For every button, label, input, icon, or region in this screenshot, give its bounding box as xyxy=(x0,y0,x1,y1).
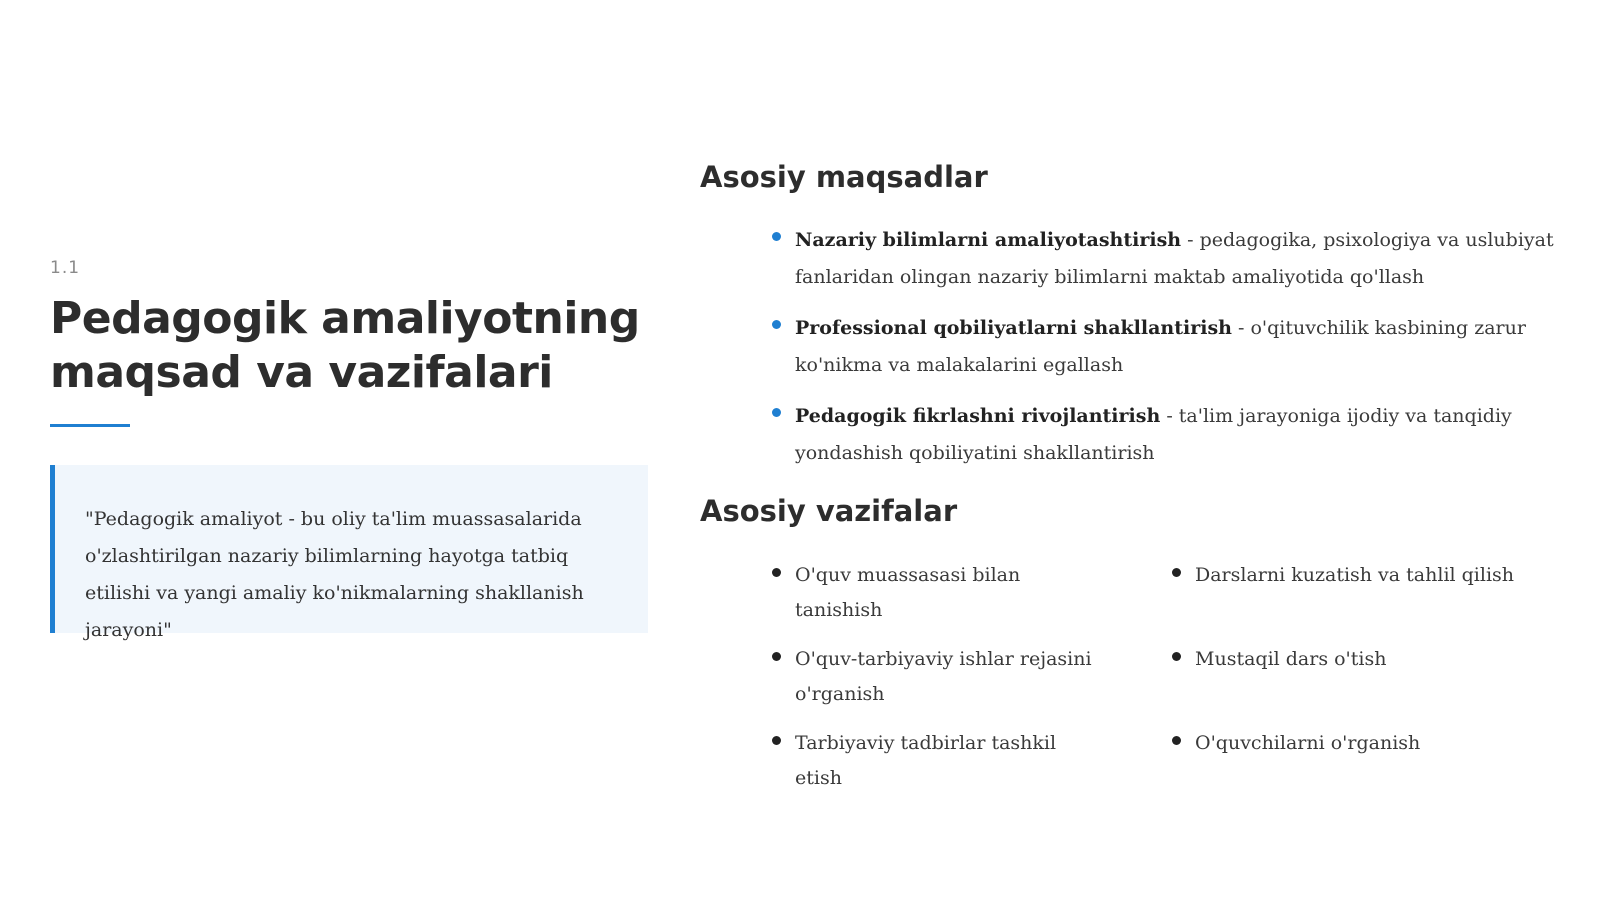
goal-term: Professional qobiliyatlarni shakllantirish xyxy=(795,317,1232,339)
goal-item xyxy=(700,398,1570,472)
task-label: Mustaqil dars o'tish xyxy=(1195,648,1387,670)
task-item xyxy=(700,558,1100,628)
title-underline xyxy=(50,424,130,427)
bullet-icon xyxy=(772,408,781,417)
task-label: Tarbiyaviy tadbirlar tashkil etish xyxy=(795,732,1057,789)
definition-quote: "Pedagogik amaliyot - bu oliy ta'lim muassasalarida o'zlashtirilgan nazariy bilimlarning hayotga tatbiq etilishi va yangi amaliy ko'nikmalarning shakllanish jarayoni" xyxy=(50,465,648,633)
goal-description: - pedagogika, psixologiya va uslubiyat fanlaridan olingan nazariy bilimlarni maktab amaliyotida qo'llash xyxy=(795,229,1554,288)
task-label: O'quvchilarni o'rganish xyxy=(1195,732,1421,754)
bullet-icon xyxy=(1172,652,1181,661)
bullet-icon xyxy=(772,652,781,661)
goal-term: Pedagogik fikrlashni rivojlantirish xyxy=(795,405,1161,427)
task-item xyxy=(700,642,1100,712)
bullet-icon xyxy=(1172,736,1181,745)
right-column xyxy=(700,160,1570,796)
goal-description: - o'qituvchilik kasbining zarur ko'nikma va malakalarini egallash xyxy=(795,317,1526,376)
task-label: O'quv muassasasi bilan tanishish xyxy=(795,564,1021,621)
goals-list xyxy=(700,222,1570,472)
bullet-icon xyxy=(772,568,781,577)
tasks-heading: Asosiy vazifalar xyxy=(700,494,958,528)
goal-item xyxy=(700,222,1570,296)
section-number: 1.1 xyxy=(50,258,81,278)
task-item xyxy=(1100,642,1520,712)
task-label: O'quv-tarbiyaviy ishlar rejasini o'rganish xyxy=(795,648,1092,705)
bullet-icon xyxy=(1172,568,1181,577)
task-item xyxy=(1100,558,1520,628)
title-line-2: maqsad va vazifalari xyxy=(50,347,553,398)
goal-description: - ta'lim jarayoniga ijodiy va tanqidiy yondashish qobiliyatini shakllantirish xyxy=(795,405,1512,464)
bullet-icon xyxy=(772,232,781,241)
title-line-1: Pedagogik amaliyotning xyxy=(50,293,640,344)
goal-item xyxy=(700,310,1570,384)
goal-term: Nazariy bilimlarni amaliyotashtirish xyxy=(795,229,1182,251)
goals-heading: Asosiy maqsadlar xyxy=(700,160,988,194)
task-label: Darslarni kuzatish va tahlil qilish xyxy=(1195,564,1515,586)
task-item xyxy=(1100,726,1520,796)
task-item xyxy=(700,726,1100,796)
tasks-grid xyxy=(700,558,1570,796)
bullet-icon xyxy=(772,736,781,745)
left-column xyxy=(50,258,650,641)
bullet-icon xyxy=(772,320,781,329)
page-title xyxy=(50,292,650,400)
